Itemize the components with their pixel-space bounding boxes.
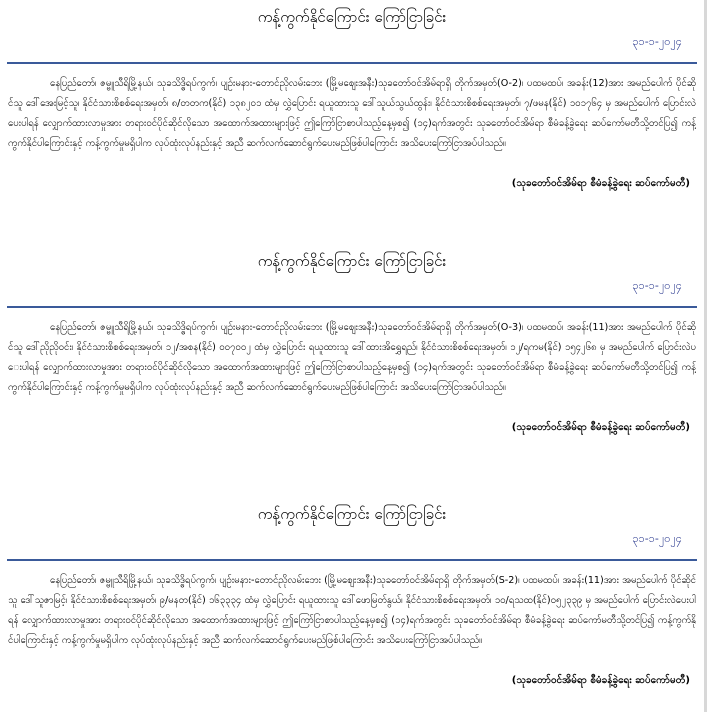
notice-date: ၃၁-၁-၂၀၂၄ [632,279,682,292]
notice-title: ကန့်ကွက်နိုင်ကြောင်း ကြော်ငြာခြင်း [257,505,447,523]
notice-title: ကန့်ကွက်နိုင်ကြောင်း ကြော်ငြာခြင်း [257,8,447,26]
divider-rule [7,559,697,561]
notice-signature: (သုခတော်ဝင်အိမ်ရာ စီမံခန့်ခွဲရေး ဆပ်ကော်မတီ) [511,422,690,433]
notice-title: ကန့်ကွက်နိုင်ကြောင်း ကြော်ငြာခြင်း [257,252,447,270]
notice-date: ၃၁-၁-၂၀၂၄ [632,532,682,545]
divider-rule [7,306,697,308]
notice-body: နေပြည်တော်၊ ဇမ္ဗူသီရိမြို့နယ်၊ သုခသိဒ္ဓိရပ်ကွက်၊ ပျဉ်းမနား-တောင်ညိုလမ်းဘေး (မြို့မဈေးအနီး)သုခတော်ဝင်အိမ်ရာရှိ တိုက်အမှတ်(O-2)၊ ပထမထပ်၊ အခန်း(12)အား အမည်ပေါက် ပိုင်ဆိုင်သူ ဒေါ်အေးမြင့်သူ၊ နိုင်ငံသားစိစစ်ရေးအမှတ်၊ ၈/တတက(နိုင်) ၁၃၈၂၀၁ ထံမှ လွှဲပြောင်း ရယူထားသူ ဒေါ်သူယ်သွယ်ထွန်း၊ နိုင်ငံသားစိစစ်ရေးအမှတ်၊ ၇/ဖမန(နိုင်) ၁၀၁၇၆၄ မှ အမည်ပေါက် ပြောင်းလဲပေးပါရန် လျှောက်ထားလာမှုအား တရားဝင်ပိုင်ဆိုင်လိုသော အထောက်အထားများဖြင့် ဤကြော်ငြာစာပါသည့်နေ့မှစ၍ (၁၄)ရက်အတွင်း သုခတော်ဝင်အိမ်ရာ စီမံခန့်ခွဲရေး ဆပ်ကော်မတီသို့တင်ပြ၍ ကန့်ကွက်နိုင်ပါကြောင်းနှင့် ကန့်ကွက်မှုမရှိပါက လုပ်ထုံးလုပ်နည်းနှင့် အညီ ဆက်လက်ဆောင်ရွက်ပေးမည်ဖြစ်ပါကြောင်း အသိပေးကြော်ငြာအပ်ပါသည်။ [8,78,696,149]
notice-body: နေပြည်တော်၊ ဇမ္ဗူသီရိမြို့နယ်၊ သုခသိဒ္ဓိရပ်ကွက်၊ ပျဉ်းမနား-တောင်ညိုလမ်းဘေး (မြို့မဈေးအနီး)သုခတော်ဝင်အိမ်ရာရှိ တိုက်အမှတ်(O-3)၊ ပထမထပ်၊ အခန်း(11)အား အမည်ပေါက် ပိုင်ဆိုင်သူ ဒေါ်ညိုညိုဝင်း၊ နိုင်ငံသားစိစစ်ရေးအမှတ်၊ ၁၂/အစန(နိုင်) ၀၀၇၀၀၂ ထံမှ လွှဲပြောင်း ရယူထားသူ ဒေါ်ထားအိရွှေရည်၊ နိုင်ငံသားစိစစ်ရေးအမှတ်၊ ၁၂/ရကမ(နိုင်) ၁၅၄၂၆၈ မှ အမည်ပေါက် ပြောင်းလဲပေးပါရန် လျှောက်ထားလာမှုအား တရားဝင်ပိုင်ဆိုင်လိုသော အထောက်အထားများဖြင့် ဤကြော်ငြာစာပါသည့်နေ့မှစ၍ (၁၄)ရက်အတွင်း သုခတော်ဝင်အိမ်ရာ စီမံခန့်ခွဲရေး ဆပ်ကော်မတီသို့တင်ပြ၍ ကန့်ကွက်နိုင်ပါကြောင်းနှင့် ကန့်ကွက်မှုမရှိပါက လုပ်ထုံးလုပ်နည်းနှင့် အညီ ဆက်လက်ဆောင်ရွက်ပေးမည်ဖြစ်ပါကြောင်း အသိပေးကြော်ငြာအပ်ပါသည်။ [8,322,696,393]
notice-signature: (သုခတော်ဝင်အိမ်ရာ စီမံခန့်ခွဲရေး ဆပ်ကော်မတီ) [511,675,690,686]
notice-signature: (သုခတော်ဝင်အိမ်ရာ စီမံခန့်ခွဲရေး ဆပ်ကော်မတီ) [511,178,690,189]
divider-rule [7,62,697,64]
notice-date: ၃၁-၁-၂၀၂၄ [632,35,682,48]
notice-1 [0,7,704,192]
notice-body: နေပြည်တော်၊ ဇမ္ဗူသီရိမြို့နယ်၊ သုခသိဒ္ဓိရပ်ကွက်၊ ပျဉ်းမနား-တောင်ညိုလမ်းဘေး (မြို့မဈေးအနီး)သုခတော်ဝင်အိမ်ရာရှိ တိုက်အမှတ်(S-2)၊ ပထမထပ်၊ အခန်း(11)အား အမည်ပေါက် ပိုင်ဆိုင်သူ ဒေါ်သူဇာမြင့်၊ နိုင်ငံသားစိစစ်ရေးအမှတ်၊ ၉/မနတ(နိုင်) ၁၆၃၃၃၄ ထံမှ လွှဲပြောင်း ရယူထားသူ ဒေါ်ဖောမြတ်နွယ်၊ နိုင်ငံသားစိစစ်ရေးအမှတ်၊ ၁၀/ရသထ(နိုင်)၀၅၂၃၃၉ မှ အမည်ပေါက် ပြောင်းလဲပေးပါရန် လျှောက်ထားလာမှုအား တရားဝင်ပိုင်ဆိုင်လိုသော အထောက်အထားများဖြင့် ဤကြော်ငြာစာပါသည့်နေ့မှစ၍ (၁၄)ရက်အတွင်း သုခတော်ဝင်အိမ်ရာ စီမံခန့်ခွဲရေး ဆပ်ကော်မတီသို့တင်ပြ၍ ကန့်ကွက်နိုင်ပါကြောင်းနှင့် ကန့်ကွက်မှုမရှိပါက လုပ်ထုံးလုပ်နည်းနှင့် အညီ ဆက်လက်ဆောင်ရွက်ပေးမည်ဖြစ်ပါကြောင်း အသိပေးကြော်ငြာအပ်ပါသည်။ [8,575,696,646]
notice-3 [0,504,704,709]
notice-2 [0,251,704,436]
